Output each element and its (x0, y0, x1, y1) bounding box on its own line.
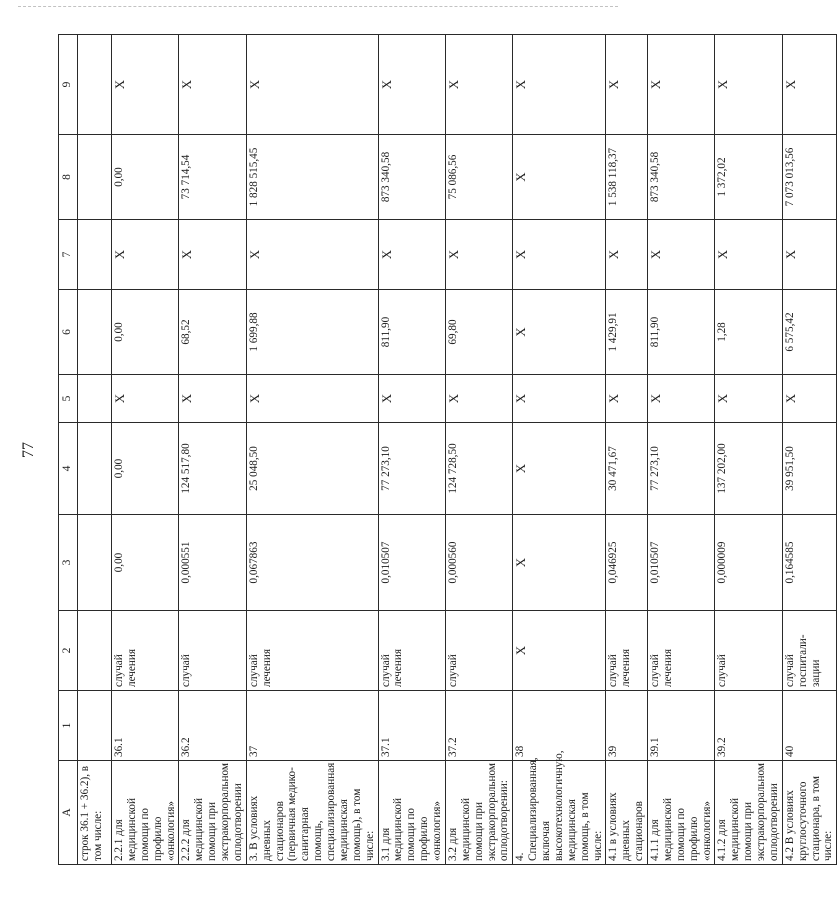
row-col9: X (378, 35, 445, 135)
row-col3: 0,046925 (606, 515, 648, 611)
header-cell-9: 9 (59, 35, 78, 135)
row-col9 (78, 35, 112, 135)
row-col4: 39 951,50 (782, 423, 837, 515)
row-name: 4.1.1 для медицинской помощи по профилю «онкология» (648, 761, 715, 865)
row-col3: 0,010507 (378, 515, 445, 611)
row-col4: 137 202,00 (715, 423, 782, 515)
row-col4: 124 517,80 (179, 423, 246, 515)
row-col3 (78, 515, 112, 611)
row-col5 (78, 375, 112, 423)
table-row (378, 35, 445, 865)
row-name: 3.2 для медицинской помощи при экстракорпоральном оплодотворении: (445, 761, 512, 865)
row-col5: X (513, 375, 606, 423)
row-unit: случай лечения (246, 611, 378, 691)
row-unit: случай лечения (606, 611, 648, 691)
table-row (648, 35, 715, 865)
row-name: 3.1 для медицинской помощи по профилю «онкология» (378, 761, 445, 865)
table-row (246, 35, 378, 865)
row-col3: 0,164585 (782, 515, 837, 611)
row-unit: X (513, 611, 606, 691)
row-col5: X (445, 375, 512, 423)
row-unit: случай лечения (112, 611, 179, 691)
row-col6 (78, 290, 112, 375)
row-col4: 25 048,50 (246, 423, 378, 515)
header-cell-2: 2 (59, 611, 78, 691)
table-row (513, 35, 606, 865)
row-code: 40 (782, 691, 837, 761)
row-name: 3. В условиях дневных стационаров (первичная медико-санитарная помощь, специализированная медицинская помощь), в том числе: (246, 761, 378, 865)
header-cell-8: 8 (59, 135, 78, 220)
row-unit: случай (715, 611, 782, 691)
row-col3: 0,000551 (179, 515, 246, 611)
row-code: 39 (606, 691, 648, 761)
row-col4: X (513, 423, 606, 515)
row-col7: X (648, 220, 715, 290)
page-number (16, 430, 42, 470)
row-col3: 0,000560 (445, 515, 512, 611)
row-col5: X (715, 375, 782, 423)
row-code: 37 (246, 691, 378, 761)
row-col8: 1 538 118,37 (606, 135, 648, 220)
row-unit: случай (445, 611, 512, 691)
row-name: строк 36.1 + 36.2), в том числе: (78, 761, 112, 865)
row-col4: 0,00 (112, 423, 179, 515)
row-col9: X (782, 35, 837, 135)
row-col3: X (513, 515, 606, 611)
row-col4: 77 273,10 (378, 423, 445, 515)
table-container (58, 35, 835, 865)
row-col9: X (112, 35, 179, 135)
financing-table (58, 34, 837, 865)
row-unit: случай госпитали-зации (782, 611, 837, 691)
row-col5: X (246, 375, 378, 423)
row-col7: X (513, 220, 606, 290)
row-col9: X (715, 35, 782, 135)
row-unit: случай лечения (648, 611, 715, 691)
header-cell-7: 7 (59, 220, 78, 290)
row-col6: 1,28 (715, 290, 782, 375)
row-col7: X (378, 220, 445, 290)
row-col4 (78, 423, 112, 515)
row-col8: X (513, 135, 606, 220)
row-col5: X (782, 375, 837, 423)
header-cell-3: 3 (59, 515, 78, 611)
row-name: 2.2.2 для медицинской помощи при экстракорпоральном оплодотворении (179, 761, 246, 865)
row-col6: 69,80 (445, 290, 512, 375)
row-unit: случай лечения (378, 611, 445, 691)
row-col7: X (179, 220, 246, 290)
row-col5: X (606, 375, 648, 423)
row-code: 37.1 (378, 691, 445, 761)
row-code (78, 691, 112, 761)
header-cell-a: A (59, 761, 78, 865)
row-col4: 124 728,50 (445, 423, 512, 515)
header-cell-4: 4 (59, 423, 78, 515)
row-col3: 0,00 (112, 515, 179, 611)
row-col9: X (513, 35, 606, 135)
row-col9: X (445, 35, 512, 135)
row-col8: 75 086,56 (445, 135, 512, 220)
table-row (179, 35, 246, 865)
row-col7: X (246, 220, 378, 290)
row-code: 38 (513, 691, 606, 761)
row-col9: X (648, 35, 715, 135)
row-col6: 6 575,42 (782, 290, 837, 375)
table-row (78, 35, 112, 865)
row-code: 36.2 (179, 691, 246, 761)
scan-edge-mark (18, 6, 618, 7)
row-code: 39.2 (715, 691, 782, 761)
row-name: 4. Специализированная, включая высокотехнологичную, медицинская помощь, в том числе: (513, 761, 606, 865)
row-col8 (78, 135, 112, 220)
row-col5: X (112, 375, 179, 423)
row-col7: X (715, 220, 782, 290)
header-row (59, 35, 78, 865)
row-col5: X (648, 375, 715, 423)
header-cell-5: 5 (59, 375, 78, 423)
row-name: 4.1.2 для медицинской помощи при экстракорпоральном оплодотворении (715, 761, 782, 865)
row-col6: 811,90 (378, 290, 445, 375)
header-cell-1: 1 (59, 691, 78, 761)
row-col9: X (179, 35, 246, 135)
row-name: 4.2 В условиях круглосуточного стационара, в том числе: (782, 761, 837, 865)
table-row (112, 35, 179, 865)
row-code: 36.1 (112, 691, 179, 761)
row-col7 (78, 220, 112, 290)
row-col3: 0,000009 (715, 515, 782, 611)
row-col9: X (246, 35, 378, 135)
table-row (606, 35, 648, 865)
row-col8: 873 340,58 (378, 135, 445, 220)
row-col5: X (179, 375, 246, 423)
row-col7: X (112, 220, 179, 290)
row-col8: 0,00 (112, 135, 179, 220)
row-col4: 77 273,10 (648, 423, 715, 515)
page-number-text: 77 (20, 442, 37, 458)
row-col7: X (445, 220, 512, 290)
row-code: 39.1 (648, 691, 715, 761)
row-unit (78, 611, 112, 691)
row-name: 2.2.1 для медицинской помощи по профилю «онкология» (112, 761, 179, 865)
table-row (782, 35, 837, 865)
row-code: 37.2 (445, 691, 512, 761)
row-col6: 0,00 (112, 290, 179, 375)
row-col8: 1 828 515,45 (246, 135, 378, 220)
row-name: 4.1 в условиях дневных стационаров (606, 761, 648, 865)
row-col7: X (782, 220, 837, 290)
row-col3: 0,010507 (648, 515, 715, 611)
row-col8: 7 073 013,56 (782, 135, 837, 220)
row-col3: 0,067863 (246, 515, 378, 611)
row-col6: X (513, 290, 606, 375)
row-col6: 68,52 (179, 290, 246, 375)
header-cell-6: 6 (59, 290, 78, 375)
row-col4: 30 471,67 (606, 423, 648, 515)
row-col6: 811,90 (648, 290, 715, 375)
row-col6: 1 699,88 (246, 290, 378, 375)
row-col8: 873 340,58 (648, 135, 715, 220)
row-col7: X (606, 220, 648, 290)
row-col8: 1 372,02 (715, 135, 782, 220)
row-col5: X (378, 375, 445, 423)
table-row (715, 35, 782, 865)
row-unit: случай (179, 611, 246, 691)
table-row (445, 35, 512, 865)
row-col6: 1 429,91 (606, 290, 648, 375)
row-col8: 73 714,54 (179, 135, 246, 220)
row-col9: X (606, 35, 648, 135)
